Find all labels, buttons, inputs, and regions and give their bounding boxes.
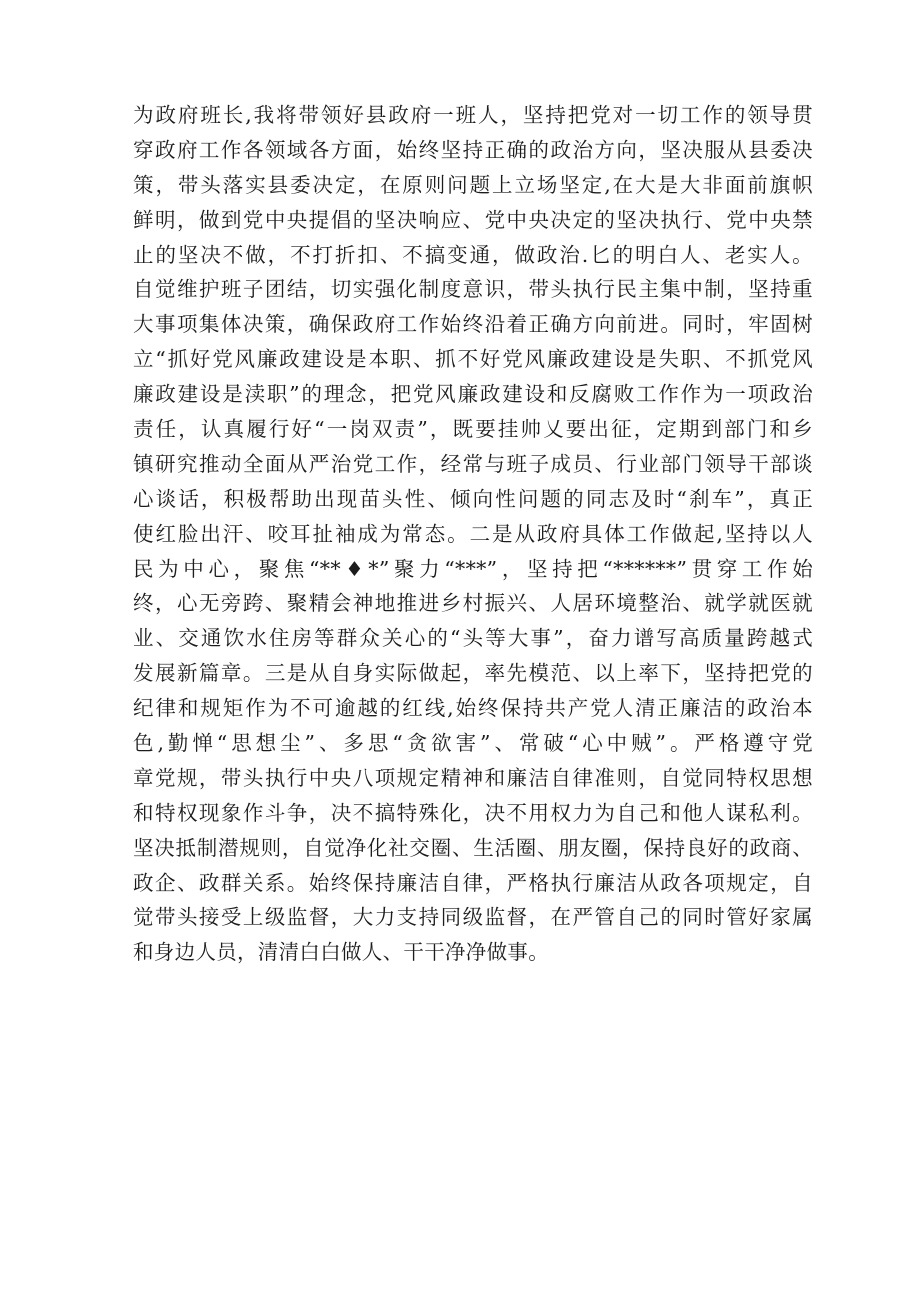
text-line: 章党规，带头执行中央八项规定精神和廉洁自律准则，自觉同特权思想 — [133, 765, 813, 790]
text-line: 责任，认真履行好“一岗双责”，既要挂帅乂要出征，定期到部门和乡 — [133, 417, 813, 442]
text-line: 止的坚决不做，不打折扣、不搞变通，做政治.匕的明白人、老实人。 — [133, 242, 813, 267]
text-line: 觉带头接受上级监督，大力支持同级监督，在严管自己的同时管好家属 — [133, 905, 813, 930]
text-line: 政企、政群关系。始终保持廉洁自律，严格执行廉洁从政各项规定，自 — [133, 870, 813, 895]
text-line: 坚决抵制潜规则，自觉净化社交圈、生活圈、朋友圈，保持良好的政商、 — [133, 835, 813, 860]
text-line: 使红脸出汗、咬耳扯袖成为常态。二是从政府具体工作做起,坚持以人 — [133, 521, 813, 546]
text-line: 为政府班长,我将带领好县政府一班人，坚持把党对一切工作的领导贯 — [133, 103, 813, 127]
text-line: 鲜明，做到党中央提倡的坚决响应、党中央决定的坚决执行、党中央禁 — [133, 207, 813, 232]
text-line: 廉政建设是渎职”的理念，把党风廉政建设和反腐败工作作为一项政治 — [133, 382, 813, 407]
text-line: 民为中心，聚焦“**♦*”聚力“***”，坚持把“******”贯穿工作始 — [133, 556, 813, 581]
text-line: 穿政府工作各领域各方面，始终坚持正确的政治方向，坚决服从县委决 — [133, 137, 813, 162]
text-line: 发展新篇章。三是从自身实际做起，率先模范、以上率下，坚持把党的 — [133, 661, 813, 686]
text-line: 策，带头落实县委决定，在原则问题上立场坚定,在大是大非面前旗帜 — [133, 172, 813, 197]
text-line: 业、交通饮水住房等群众关心的“头等大事”，奋力谱写高质量跨越式 — [133, 626, 813, 651]
text-line: 立“抓好党风廉政建设是本职、抓不好党风廉政建设是失职、不抓党风 — [133, 347, 813, 372]
text-line: 镇研究推动全面从严治党工作，经常与班子成员、行业部门领导干部谈 — [133, 451, 813, 476]
text-line: 和特权现象作斗争，决不搞特殊化，决不用权力为自己和他人谋私利。 — [133, 800, 813, 825]
text-line: 心谈话，积极帮助出现苗头性、倾向性问题的同志及时“刹车”，真正 — [133, 486, 813, 511]
text-line: 纪律和规矩作为不可逾越的红线,始终保持共产党人清正廉洁的政治本 — [133, 696, 813, 721]
text-line: 色,勤惮“思想尘”、多思“贪欲害”、常破“心中贼”。严格遵守党 — [133, 731, 813, 756]
text-line: 自觉维护班子团结，切实强化制度意识，带头执行民主集中制，坚持重 — [133, 277, 813, 302]
text-line: 终，心无旁跨、聚精会神地推进乡村振兴、人居环境整治、就学就医就 — [133, 591, 813, 616]
text-line: 大事项集体决策，确保政府工作始终沿着正确方向前进。同时，牢固树 — [133, 312, 813, 337]
body-text — [133, 98, 813, 970]
text-line-last: 和身边人员，清清白白做人、干干净净做事。 — [133, 940, 549, 965]
